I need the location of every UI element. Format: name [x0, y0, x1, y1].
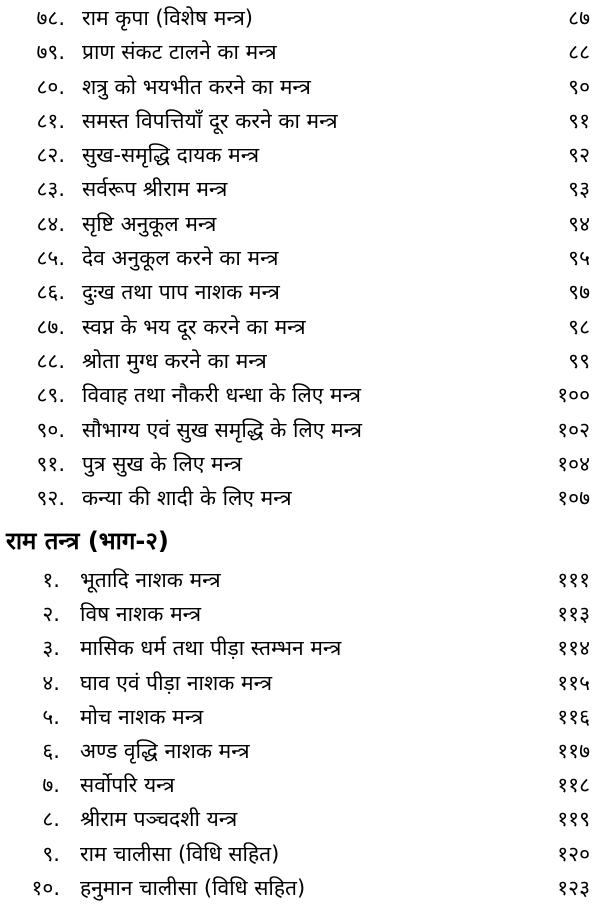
toc-row	[0, 138, 600, 172]
entry-page-number: ११९	[557, 807, 590, 832]
entry-number: ७.	[42, 773, 60, 798]
entry-number: १०.	[31, 875, 60, 900]
entry-title: भूतादि नाशक मन्त्र	[80, 568, 221, 592]
entry-title: राम कृपा (विशेष मन्त्र)	[82, 6, 254, 30]
entry-title: सुख-समृद्धि दायक मन्त्र	[82, 143, 260, 168]
entry-title: श्रोता मुग्ध करने का मन्त्र	[82, 348, 267, 373]
toc-row	[0, 207, 600, 241]
entry-page-number: १११	[557, 568, 590, 592]
toc-row	[0, 172, 600, 206]
entry-title: हनुमान चालीसा (विधि सहित)	[80, 875, 306, 900]
entry-title: राम चालीसा (विधि सहित)	[80, 841, 280, 866]
entry-page-number: १००	[557, 383, 590, 408]
entry-page-number: ९०	[568, 74, 590, 99]
toc-row	[0, 447, 600, 481]
toc-row	[0, 597, 600, 631]
entry-number: ८९.	[36, 383, 65, 408]
toc-row	[0, 802, 600, 836]
entry-number: ८०.	[36, 74, 65, 99]
entry-page-number: १०४	[557, 451, 590, 476]
entry-title: कन्या की शादी के लिए मन्त्र	[82, 486, 292, 511]
toc-row	[0, 871, 600, 905]
entry-number: ८८.	[36, 348, 65, 373]
entry-page-number: १२०	[557, 841, 590, 866]
entry-page-number: ९५	[568, 246, 590, 271]
toc-row	[0, 481, 600, 515]
toc-row	[0, 104, 600, 138]
toc-row	[0, 631, 600, 665]
entry-page-number: १०७	[557, 486, 590, 511]
toc-row	[0, 241, 600, 275]
entry-page-number: १२३	[557, 875, 590, 900]
entry-page-number: ११८	[557, 773, 590, 798]
entry-number: ८१.	[36, 108, 65, 133]
entry-page-number: ११५	[557, 670, 590, 695]
entry-page-number: ९४	[568, 211, 590, 236]
entry-page-number: ९९	[568, 348, 590, 373]
entry-page-number: ९२	[568, 143, 590, 168]
entry-title: दुःख तथा पाप नाशक मन्त्र	[82, 280, 280, 305]
entry-number: १.	[42, 568, 60, 592]
entry-page-number: ९८	[568, 314, 590, 339]
entry-title: पुत्र सुख के लिए मन्त्र	[82, 451, 242, 476]
entry-title: अण्ड वृद्धि नाशक मन्त्र	[80, 738, 250, 763]
entry-title: मासिक धर्म तथा पीड़ा स्तम्भन मन्त्र	[80, 636, 342, 661]
entry-number: ९.	[42, 841, 60, 866]
toc-row	[0, 1, 600, 35]
entry-number: ८२.	[36, 143, 65, 168]
entry-title: समस्त विपत्तियाँ दूर करने का मन्त्र	[82, 108, 338, 133]
toc-row	[0, 700, 600, 734]
toc-row	[0, 734, 600, 768]
entry-number: ८३.	[36, 177, 65, 202]
entry-page-number: ११६	[557, 704, 590, 729]
entry-title: स्वप्न के भय दूर करने का मन्त्र	[82, 314, 306, 339]
entry-number: ९१.	[36, 451, 65, 476]
section-heading: राम तन्त्र (भाग-२)	[6, 527, 169, 555]
entry-number: २.	[42, 602, 60, 627]
toc-row	[0, 563, 600, 597]
toc-row	[0, 413, 600, 447]
entry-title: सृष्टि अनुकूल मन्त्र	[82, 211, 217, 236]
entry-number: ८५.	[36, 246, 65, 271]
toc-row	[0, 70, 600, 104]
entry-title: सौभाग्य एवं सुख समृद्धि के लिए मन्त्र	[82, 417, 362, 442]
entry-number: ४.	[42, 670, 60, 695]
entry-number: ८६.	[36, 280, 65, 305]
toc-row	[0, 666, 600, 700]
entry-page-number: ९७	[568, 280, 590, 305]
toc-row	[0, 275, 600, 309]
entry-title: सर्वोपरि यन्त्र	[80, 773, 175, 798]
entry-number: ८.	[42, 807, 60, 832]
entry-page-number: ११४	[557, 636, 590, 661]
entry-title: सर्वरूप श्रीराम मन्त्र	[82, 177, 228, 202]
toc-row	[0, 378, 600, 412]
entry-title: श्रीराम पञ्चदशी यन्त्र	[80, 807, 238, 832]
entry-number: ८७.	[36, 314, 65, 339]
toc-row	[0, 35, 600, 69]
entry-number: ३.	[42, 636, 60, 661]
entry-title: विष नाशक मन्त्र	[80, 602, 202, 627]
entry-number: ५.	[42, 704, 60, 729]
entry-page-number: ८७	[568, 6, 590, 30]
toc-row	[0, 310, 600, 344]
entry-number: ६.	[42, 738, 60, 763]
entry-page-number: १०२	[557, 417, 590, 442]
toc-row	[0, 768, 600, 802]
entry-page-number: ९१	[568, 108, 590, 133]
entry-page-number: ११७	[557, 738, 590, 763]
entry-page-number: ११३	[557, 602, 590, 627]
entry-number: ९०.	[36, 417, 65, 442]
toc-row	[0, 837, 600, 871]
entry-number: ८४.	[36, 211, 65, 236]
entry-title: घाव एवं पीड़ा नाशक मन्त्र	[80, 670, 273, 695]
entry-number: ७९.	[36, 40, 65, 65]
entry-page-number: ८८	[568, 40, 590, 65]
toc-row	[0, 344, 600, 378]
entry-number: ७८.	[36, 6, 65, 30]
toc-list-part-1	[0, 1, 600, 515]
entry-number: ९२.	[36, 486, 65, 511]
entry-title: देव अनुकूल करने का मन्त्र	[82, 246, 279, 271]
entry-title: शत्रु को भयभीत करने का मन्त्र	[82, 74, 311, 99]
entry-title: मोच नाशक मन्त्र	[80, 704, 204, 729]
entry-title: विवाह तथा नौकरी धन्धा के लिए मन्त्र	[82, 383, 361, 408]
entry-page-number: ९३	[568, 177, 590, 202]
entry-title: प्राण संकट टालने का मन्त्र	[82, 40, 277, 65]
toc-list-part-2	[0, 563, 600, 905]
